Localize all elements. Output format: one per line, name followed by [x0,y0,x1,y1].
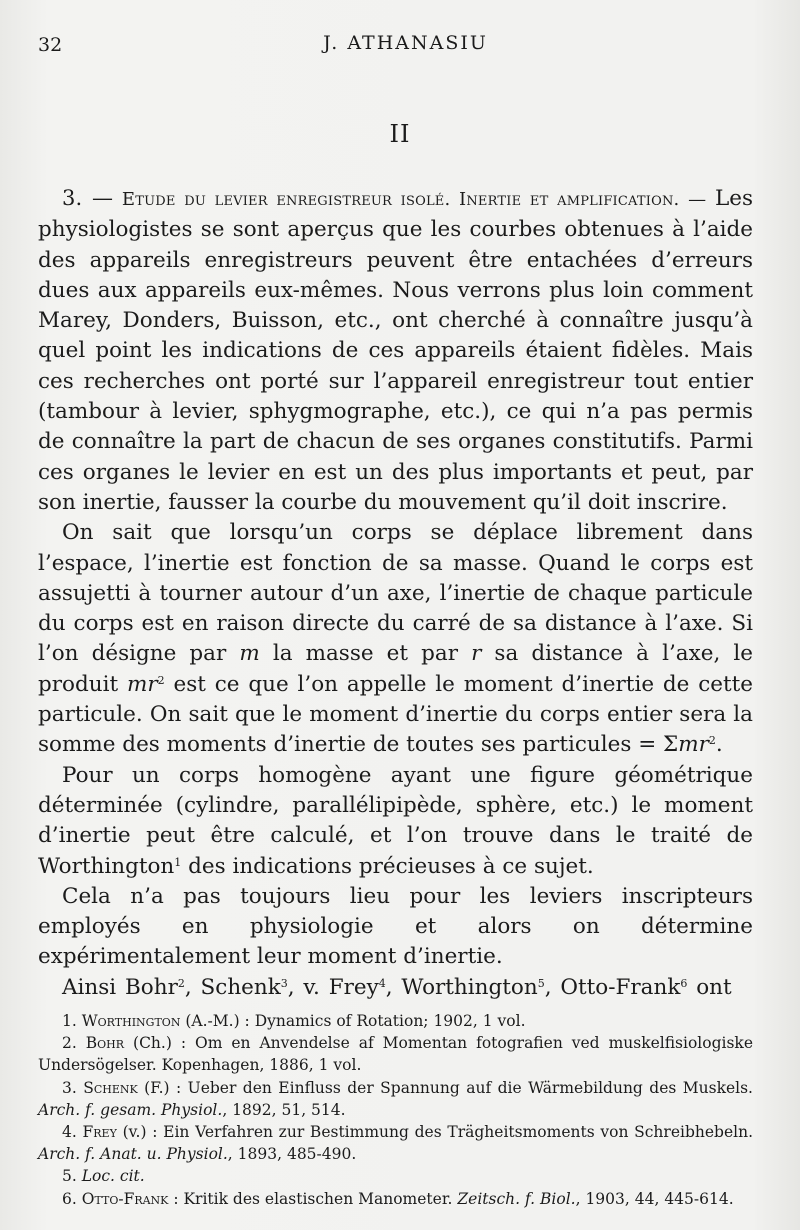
paragraph-3: Pour un corps homogène ayant une figure géométrique déterminée (cylindre, parallélipipède, sphère, etc.) le moment d’inertie peut être calculé, et l’on trouve dans le traité de Worthington$^1$ des indications précieuses à ce sujet. [38,762,753,879]
heading-title: Etude du levier enregistreur isolé. Inertie et amplification. — [121,189,707,210]
paragraph-4: Cela n’a pas toujours lieu pour les leviers inscripteurs employés en physiologie et alors on détermine expérimentalement leur moment d’inertie. [38,883,753,970]
body-text [38,183,753,1003]
paragraph-1: Les physiologistes se sont aperçus que les courbes obtenues à l’aide des appareils enregistreurs peuvent être entachées d’erreurs dues aux appareils eux-mêmes. Nous verrons plus loin comment Marey, Donders, Buisson, etc., ont cherché à connaître jusqu’à quel point les indications de ces appareils étaient fidèles. Mais ces recherches ont porté sur l’appareil enregistreur tout entier (tambour à levier, sphygmographe, etc.), ce qui n’a pas permis de connaître la part de chacun de ses organes constitutifs. Parmi ces organes le levier en est un des plus importants et peut, par son inertie, fausser la courbe du mouvement qu’il doit inscrire. [38,186,753,515]
heading-number: 3. — [62,186,114,210]
footnote-5: 5. Loc. cit. [62,1167,145,1186]
footnotes [38,1010,753,1210]
footnote-3: 3. Schenk (F.) : Ueber den Einfluss der Spannung auf die Wärmebildung des Muskels. Arch. f. gesam. Physiol., 1892, 51, 514. [38,1078,753,1119]
footnote-4: 4. Frey (v.) : Ein Verfahren zur Bestimmung des Trägheitsmoments von Schreibhebeln. Arch. f. Anat. u. Physiol., 1893, 485-490. [38,1123,753,1164]
page-number: 32 [38,34,63,56]
footnote-1: 1. Worthington (A.-M.) : Dynamics of Rotation; 1902, 1 vol. [62,1012,526,1030]
footnote-ref-1: 1 [174,855,182,869]
footnote-6: 6. Otto-Frank : Kritik des elastischen Manometer. Zeitsch. f. Biol., 1903, 44, 445-614. [62,1189,734,1208]
paragraph-5: Ainsi Bohr$^2$, Schenk$^3$, v. Frey$^4$, Worthington$^5$, Otto-Frank$^6$ ont [62,974,732,1000]
section-heading [38,183,753,518]
footnote-2: 2. Bohr (Ch.) : Om en Anvendelse af Momentan fotografien ved muskelfisiologiske Undersögelser. Kopenhagen, 1886, 1 vol. [38,1034,753,1075]
page-header [38,28,773,58]
paragraph-2: On sait que lorsqu’un corps se déplace librement dans l’espace, l’inertie est fonction de sa masse. Quand le corps est assujetti à tourner autour d’un axe, l’inertie de chaque particule du corps est en raison directe du carré de sa distance à l’axe. Si l’on désigne par m la masse et par r sa distance à l’axe, le produit $mr^2$ est ce que l’on appelle le moment d’inertie de cette particule. On sait que le moment d’inertie du corps entier sera la somme des moments d’inertie de toutes ses particules = Σmr$^2$. [38,520,753,758]
section-number: II [389,120,411,148]
running-head: J. ATHANASIU [323,32,488,54]
